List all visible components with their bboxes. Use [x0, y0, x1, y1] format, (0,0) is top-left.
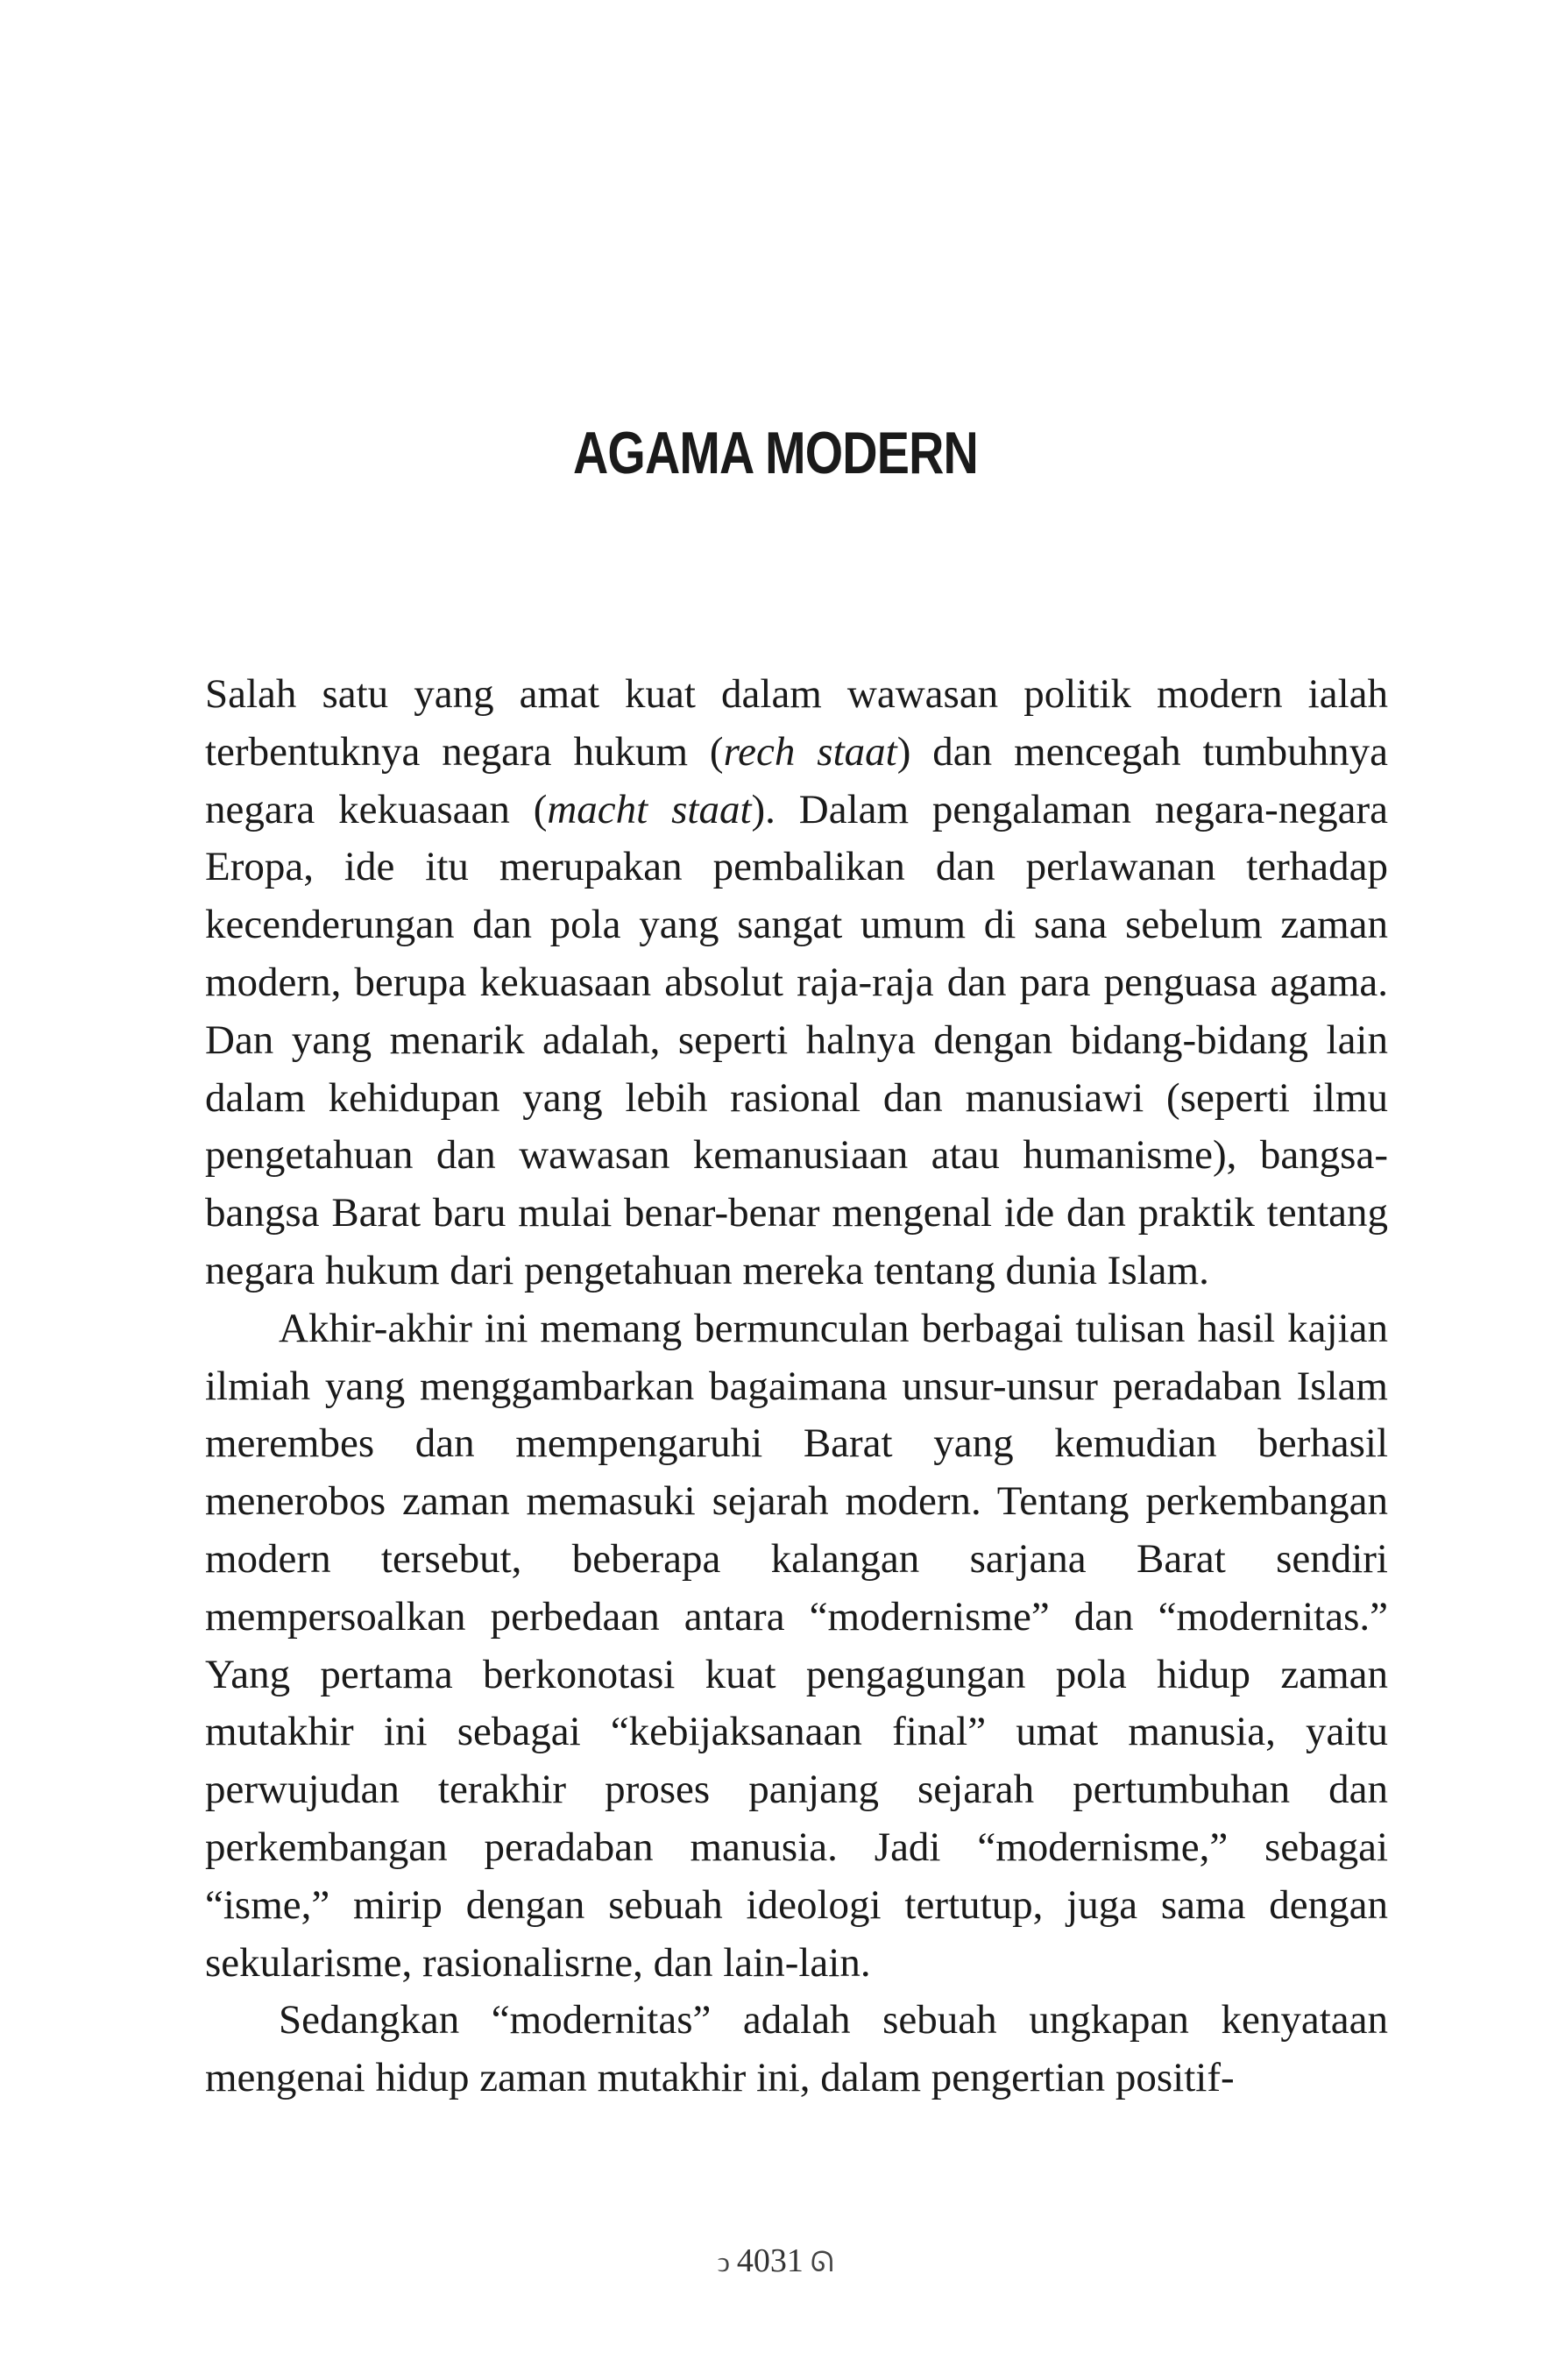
page-footer	[0, 2242, 1551, 2280]
italic-term-macht-staat: macht staat	[547, 786, 752, 832]
paragraph-1-text-c: ). Dalam pengalaman negara-negara Eropa, ide itu merupakan pembalikan dan perlawanan terhadap kecenderungan dan pola yang sangat umum di sana sebelum zaman modern, berupa kekuasaan absolut raja-raja dan para penguasa agama. Dan yang menarik adalah, seperti halnya dengan bidang-bidang lain dalam kehidupan yang lebih rasional dan manusiawi (seperti ilmu pengetahuan dan wawasan kemanusiaan atau humanisme), bangsa-bangsa Barat baru mulai benar-benar mengenal ide dan praktik tentang negara hukum dari pengetahuan mereka tentang dunia Islam.	[205, 786, 1388, 1293]
paragraph-1-text-a: Salah satu yang amat kuat dalam wawasan politik modern ialah terbentuknya negara hukum (	[205, 671, 1388, 775]
ornament-left-icon: ↄ	[717, 2246, 730, 2277]
chapter-title: AGAMA MODERN	[572, 420, 979, 486]
paragraph-1	[205, 666, 1388, 1300]
italic-term-rech-staat: rech staat	[723, 728, 897, 775]
ornament-right-icon: ᘏ	[810, 2246, 834, 2277]
paragraph-3: Sedangkan “modernitas” adalah sebuah ungkapan kenyataan mengenai hidup zaman mutakhir ini, dalam pengertian positif-	[205, 1997, 1388, 2101]
body-text	[205, 666, 1388, 2107]
paragraph-1-text-b: ) dan mencegah tumbuhnya negara kekuasaan (	[205, 728, 1388, 832]
page-number: 4031	[736, 2242, 804, 2279]
paragraph-2: Akhir-akhir ini memang bermunculan berbagai tulisan hasil kajian ilmiah yang menggambarkan bagaimana unsur-unsur peradaban Islam merembes dan mempengaruhi Barat yang kemudian berhasil menerobos zaman memasuki sejarah modern. Tentang perkembangan modern tersebut, beberapa kalangan sarjana Barat sendiri mempersoalkan perbedaan antara “modernisme” dan “modernitas.” Yang pertama berkonotasi kuat pengagungan pola hidup zaman mutakhir ini sebagai “kebijaksanaan final” umat manusia, yaitu perwujudan terakhir proses panjang sejarah pertumbuhan dan perkembangan peradaban manusia. Jadi “modernisme,” sebagai “isme,” mirip dengan sebuah ideologi tertutup, juga sama dengan sekularisme, rasionalisrne, dan lain-lain.	[205, 1305, 1388, 1986]
